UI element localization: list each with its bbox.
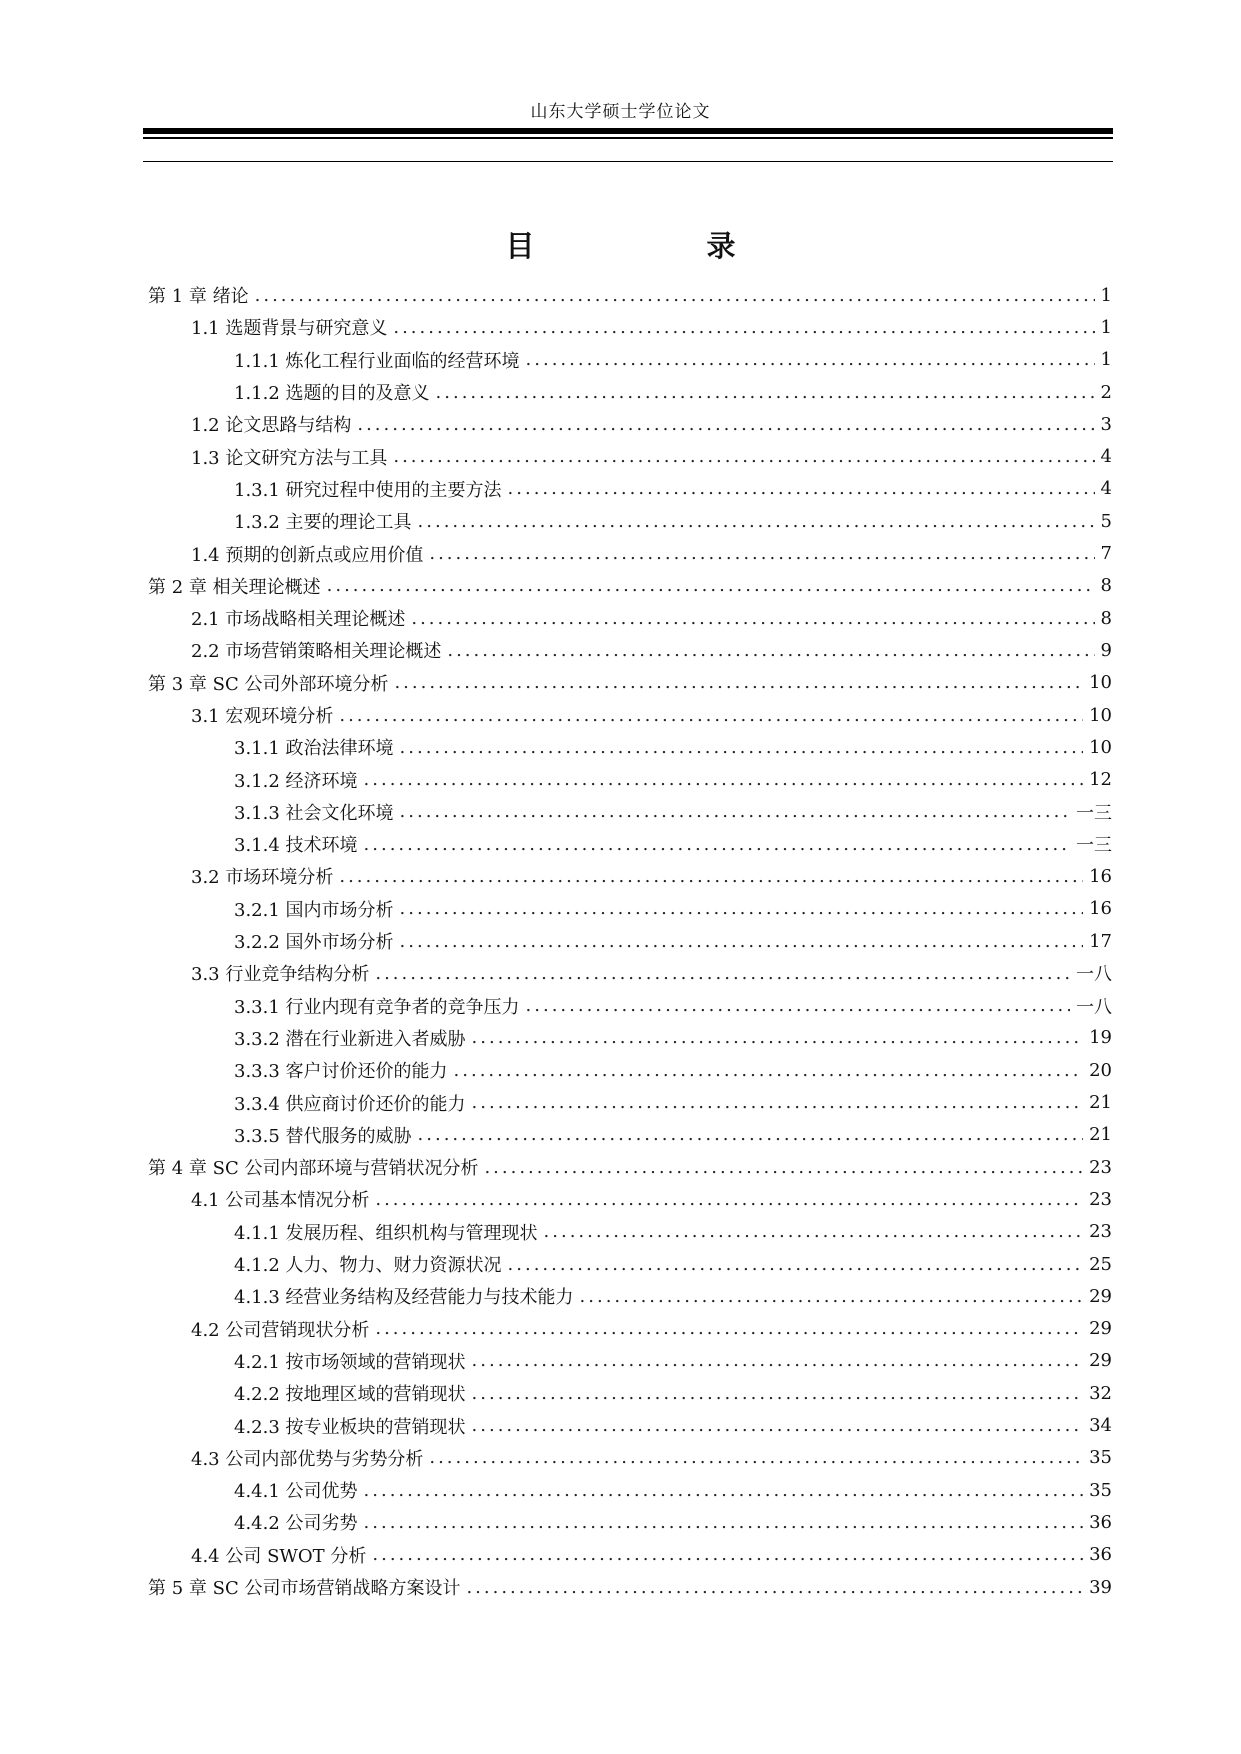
toc-entry-page: 8	[1100, 607, 1112, 629]
toc-entry-page: 25	[1089, 1253, 1112, 1275]
toc-entry-page: 21	[1089, 1124, 1112, 1146]
toc-leader-dots	[339, 705, 1083, 726]
toc-entry[interactable]	[148, 1345, 1112, 1377]
toc-entry-page: 5	[1100, 510, 1112, 532]
toc-entry-title: 1.1 选题背景与研究意义	[191, 318, 388, 340]
toc-entry[interactable]	[148, 344, 1112, 376]
toc-entry-title: 3.1.2 经济环境	[234, 770, 358, 792]
toc-entry-page: 23	[1089, 1188, 1112, 1210]
toc-entry[interactable]	[148, 860, 1112, 892]
toc-entry-page: 10	[1089, 736, 1112, 758]
toc-leader-dots	[418, 511, 1095, 532]
toc-entry-page: 1	[1100, 284, 1112, 306]
toc-entry[interactable]	[148, 1183, 1112, 1215]
toc-entry[interactable]	[148, 1506, 1112, 1538]
toc-entry-title: 4.3 公司内部优势与劣势分析	[191, 1448, 424, 1470]
toc-entry-page: 21	[1089, 1092, 1112, 1114]
toc-entry-page: 19	[1089, 1027, 1112, 1049]
toc-entry-title: 4.4.1 公司优势	[234, 1481, 358, 1503]
toc-entry[interactable]	[148, 1280, 1112, 1312]
toc-entry-page: 7	[1100, 543, 1112, 565]
toc-entry-title: 第 3 章 SC 公司外部环境分析	[148, 673, 389, 695]
toc-entry-page: 16	[1089, 865, 1112, 887]
toc-leader-dots	[393, 446, 1094, 467]
toc-entry-title: 3.3.4 供应商讨价还价的能力	[234, 1093, 466, 1115]
toc-entry-title: 1.3 论文研究方法与工具	[191, 447, 388, 469]
toc-leader-dots	[472, 1350, 1084, 1371]
header-rule-thick	[143, 128, 1113, 134]
toc-entry-title: 4.1.3 经营业务结构及经营能力与技术能力	[234, 1287, 574, 1309]
toc-leader-dots	[472, 1415, 1084, 1436]
toc-entry-page: 一八	[1076, 964, 1112, 986]
header-rule-bottom	[143, 161, 1113, 162]
toc-entry[interactable]	[148, 311, 1112, 343]
toc-entry-title: 3.3.2 潜在行业新进入者威胁	[234, 1028, 466, 1050]
toc-entry[interactable]	[148, 376, 1112, 408]
toc-entry[interactable]	[148, 1022, 1112, 1054]
toc-entry-title: 4.2.3 按专业板块的营销现状	[234, 1416, 466, 1438]
toc-leader-dots	[580, 1286, 1084, 1307]
toc-entry-page: 23	[1089, 1221, 1112, 1243]
toc-entry[interactable]	[148, 1119, 1112, 1151]
toc-entry[interactable]	[148, 570, 1112, 602]
toc-leader-dots	[508, 478, 1095, 499]
toc-entry-page: 34	[1089, 1415, 1112, 1437]
toc-entry-title: 1.1.1 炼化工程行业面临的经营环境	[234, 350, 520, 372]
toc-entry-title: 3.1.3 社会文化环境	[234, 802, 394, 824]
toc-entry-page: 10	[1089, 704, 1112, 726]
toc-entry[interactable]	[148, 602, 1112, 634]
toc-entry-page: 10	[1089, 672, 1112, 694]
toc-leader-dots	[429, 1447, 1083, 1468]
toc-leader-dots	[526, 349, 1095, 370]
toc-entry-title: 3.2 市场环境分析	[191, 867, 334, 889]
running-header: 山东大学硕士学位论文	[530, 102, 711, 122]
toc-entry-title: 第 4 章 SC 公司内部环境与营销状况分析	[148, 1158, 479, 1180]
toc-title: 目 录	[505, 229, 774, 263]
toc-entry-page: 20	[1089, 1059, 1112, 1081]
toc-entry-title: 4.1 公司基本情况分析	[191, 1190, 370, 1212]
toc-entry[interactable]	[148, 1086, 1112, 1118]
toc-entry-title: 3.3.3 客户讨价还价的能力	[234, 1061, 448, 1083]
toc-leader-dots	[472, 1092, 1084, 1113]
toc-entry-title: 3.3.1 行业内现有竞争者的竞争压力	[234, 996, 520, 1018]
toc-leader-dots	[400, 801, 1070, 822]
toc-entry-title: 第 2 章 相关理论概述	[148, 576, 321, 598]
toc-leader-dots	[357, 414, 1094, 435]
toc-leader-dots	[364, 1480, 1084, 1501]
toc-entry[interactable]	[148, 634, 1112, 666]
toc-entry-title: 3.1.1 政治法律环境	[234, 738, 394, 760]
toc-entry[interactable]	[148, 893, 1112, 925]
header-rule-thin	[143, 137, 1113, 139]
toc-entry-title: 3.3.5 替代服务的威胁	[234, 1125, 412, 1147]
toc-entry[interactable]	[148, 1539, 1112, 1571]
toc-leader-dots	[364, 1512, 1084, 1533]
toc-entry-page: 8	[1100, 575, 1112, 597]
toc-entry[interactable]	[148, 537, 1112, 569]
toc-entry-page: 一八	[1076, 996, 1112, 1018]
toc-entry-page: 17	[1089, 930, 1112, 952]
toc-entry-title: 3.3 行业竞争结构分析	[191, 964, 370, 986]
toc-leader-dots	[466, 1577, 1083, 1598]
toc-entry-title: 2.1 市场战略相关理论概述	[191, 609, 406, 631]
toc-entry-title: 4.2.1 按市场领域的营销现状	[234, 1351, 466, 1373]
toc-leader-dots	[327, 575, 1095, 596]
toc-entry[interactable]	[148, 1571, 1112, 1603]
toc-leader-dots	[364, 769, 1084, 790]
toc-leader-dots	[418, 1124, 1084, 1145]
toc-entry-title: 4.4 公司 SWOT 分析	[191, 1545, 367, 1567]
toc-entry-page: 36	[1089, 1511, 1112, 1533]
toc-entry-title: 4.1.1 发展历程、组织机构与管理现状	[234, 1222, 538, 1244]
toc-leader-dots	[454, 1060, 1084, 1081]
toc-leader-dots	[394, 672, 1083, 693]
toc-entry-title: 3.1.4 技术环境	[234, 835, 358, 857]
toc-entry-title: 3.1 宏观环境分析	[191, 706, 334, 727]
toc-entry[interactable]	[148, 1248, 1112, 1280]
toc-leader-dots	[429, 543, 1094, 564]
toc-entry-page: 3	[1100, 413, 1112, 435]
toc-entry[interactable]	[148, 828, 1112, 860]
toc-entry-page: 29	[1089, 1285, 1112, 1307]
toc-entry-page: 1	[1100, 316, 1112, 338]
toc-entry[interactable]	[148, 796, 1112, 828]
toc-entry[interactable]	[148, 1216, 1112, 1248]
toc-leader-dots	[484, 1157, 1083, 1178]
toc-leader-dots	[375, 1318, 1083, 1339]
toc-entry-title: 2.2 市场营销策略相关理论概述	[191, 641, 442, 663]
toc-entry-title: 4.2 公司营销现状分析	[191, 1319, 370, 1341]
toc-entry-page: 12	[1089, 769, 1112, 791]
toc-leader-dots	[364, 834, 1070, 855]
toc-leader-dots	[400, 898, 1084, 919]
toc-entry[interactable]	[148, 731, 1112, 763]
toc-entry-title: 3.2.1 国内市场分析	[234, 899, 394, 921]
toc-entry[interactable]	[148, 1377, 1112, 1409]
toc-leader-dots	[544, 1221, 1084, 1242]
toc-entry-title: 3.2.2 国外市场分析	[234, 932, 394, 954]
toc-entry-title: 1.2 论文思路与结构	[191, 415, 352, 437]
toc-entry[interactable]	[148, 1151, 1112, 1183]
toc-entry-title: 4.4.2 公司劣势	[234, 1513, 358, 1535]
toc-leader-dots	[472, 1027, 1084, 1048]
toc-entry[interactable]	[148, 667, 1112, 699]
toc-entry[interactable]	[148, 505, 1112, 537]
toc-entry-page: 4	[1100, 446, 1112, 468]
toc-leader-dots	[375, 1189, 1083, 1210]
toc-entry[interactable]	[148, 408, 1112, 440]
toc-entry-title: 第 5 章 SC 公司市场营销战略方案设计	[148, 1578, 461, 1600]
toc-entry[interactable]	[148, 957, 1112, 989]
toc-entry-page: 35	[1089, 1447, 1112, 1469]
toc-entry-page: 4	[1100, 478, 1112, 500]
toc-entry[interactable]	[148, 1442, 1112, 1474]
toc-leader-dots	[339, 866, 1083, 887]
toc-entry[interactable]	[148, 699, 1112, 731]
toc-entry-page: 2	[1100, 381, 1112, 403]
toc-entry-page: 23	[1089, 1156, 1112, 1178]
toc-entry-title: 1.4 预期的创新点或应用价值	[191, 544, 424, 566]
toc-leader-dots	[472, 1383, 1084, 1404]
toc-entry[interactable]	[148, 1409, 1112, 1441]
toc-entry[interactable]	[148, 279, 1112, 311]
toc-entry[interactable]	[148, 1054, 1112, 1086]
toc-entry-page: 29	[1089, 1318, 1112, 1340]
toc-leader-dots	[400, 737, 1084, 758]
toc-entry-page: 9	[1100, 639, 1112, 661]
toc-entry-page: 36	[1089, 1544, 1112, 1566]
toc-entry-page: 29	[1089, 1350, 1112, 1372]
toc-leader-dots	[526, 995, 1070, 1016]
toc-entry-page: 39	[1089, 1576, 1112, 1598]
toc-entry[interactable]	[148, 440, 1112, 472]
toc-entry-title: 1.3.2 主要的理论工具	[234, 512, 412, 534]
toc-entry-page: 一三	[1076, 835, 1112, 857]
toc-leader-dots	[508, 1254, 1084, 1275]
toc-entry[interactable]	[148, 990, 1112, 1022]
toc-entry-page: 一三	[1076, 802, 1112, 824]
toc-entry-title: 4.2.2 按地理区域的营销现状	[234, 1384, 466, 1406]
toc-entry[interactable]	[148, 1474, 1112, 1506]
toc-leader-dots	[372, 1544, 1083, 1565]
toc-entry-page: 16	[1089, 898, 1112, 920]
toc-entry-title: 4.1.2 人力、物力、财力资源状况	[234, 1255, 502, 1277]
toc-entry[interactable]	[148, 473, 1112, 505]
toc-leader-dots	[411, 608, 1094, 629]
toc-entry-title: 第 1 章 绪论	[148, 286, 249, 308]
table-of-contents	[148, 279, 1112, 1603]
toc-leader-dots	[393, 317, 1094, 338]
toc-leader-dots	[400, 931, 1084, 952]
toc-leader-dots	[255, 285, 1095, 306]
toc-entry-title: 1.3.1 研究过程中使用的主要方法	[234, 479, 502, 501]
toc-leader-dots	[447, 640, 1094, 661]
toc-entry[interactable]	[148, 925, 1112, 957]
toc-entry[interactable]	[148, 763, 1112, 795]
toc-entry-title: 1.1.2 选题的目的及意义	[234, 383, 430, 405]
toc-entry-page: 1	[1100, 349, 1112, 371]
toc-leader-dots	[436, 382, 1095, 403]
toc-entry[interactable]	[148, 1313, 1112, 1345]
toc-entry-page: 32	[1089, 1382, 1112, 1404]
toc-entry-page: 35	[1089, 1479, 1112, 1501]
toc-leader-dots	[375, 963, 1070, 984]
